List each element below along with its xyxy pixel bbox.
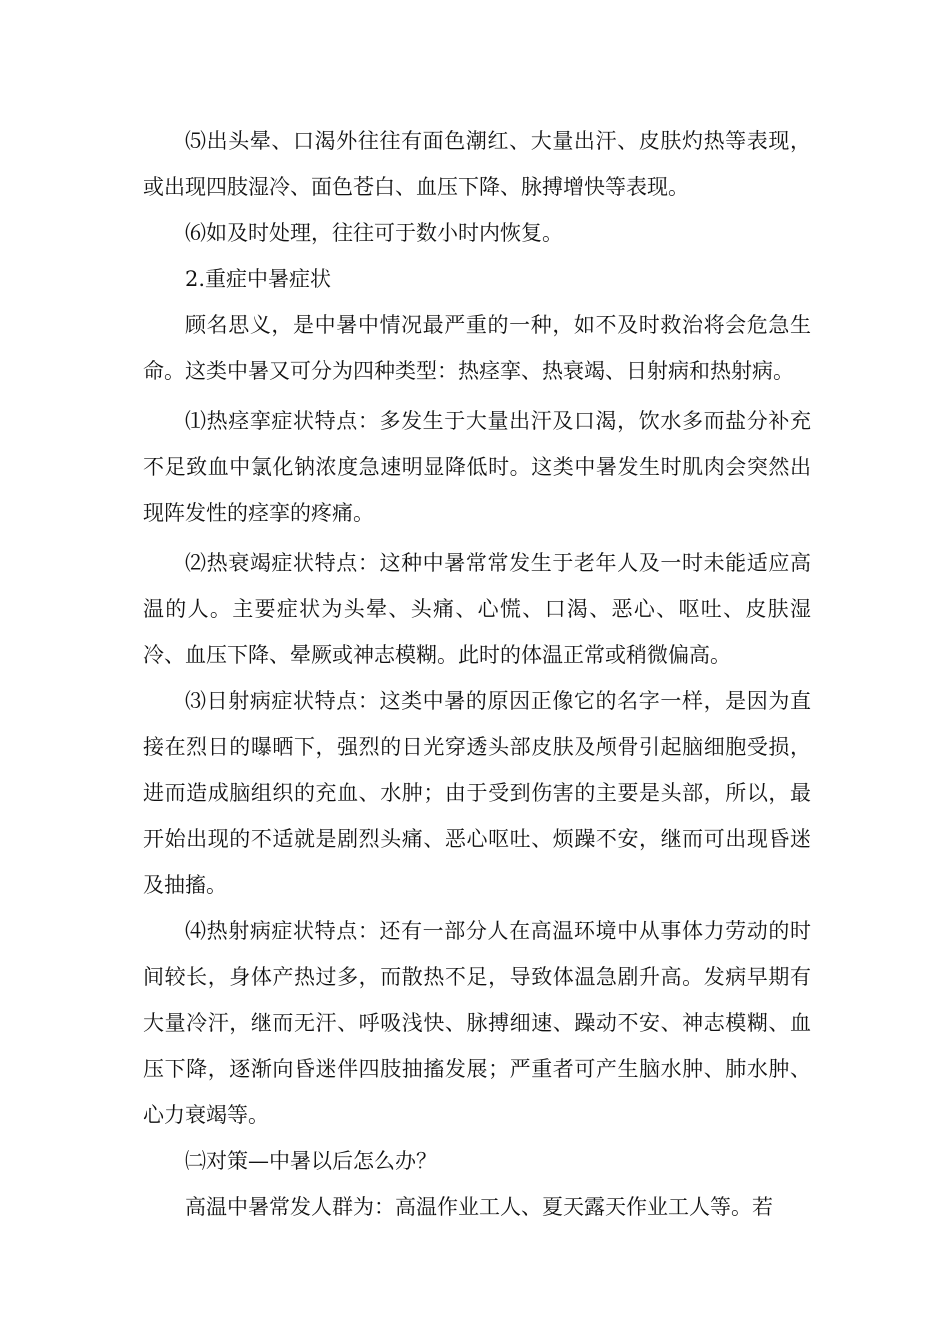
section-heading-severe-heatstroke: 2.重症中暑症状	[185, 267, 332, 291]
paragraph-sunstroke: ⑶日射病症状特点：这类中暑的原因正像它的名字一样，是因为直接在烈日的曝晒下，强烈的日光穿透头部皮肤及颅骨引起脑细胞受损，进而造成脑组织的充血、水肿；由于受到伤害的主要是头部，所以，最开始出现的不适就是剧烈头痛、恶心呕吐、烦躁不安，继而可出现昏迷及抽搐。	[143, 689, 811, 897]
paragraph-heat-exhaustion: ⑵热衰竭症状特点：这种中暑常常发生于老年人及一时未能适应高温的人。主要症状为头晕、头痛、心慌、口渴、恶心、呕吐、皮肤湿冷、血压下降、晕厥或神志模糊。此时的体温正常或稍微偏高。	[143, 551, 811, 667]
paragraph-symptom-5: ⑸出头晕、口渴外往往有面色潮红、大量出汗、皮肤灼热等表现，或出现四肢湿冷、面色苍白、血压下降、脉搏增快等表现。	[143, 129, 811, 199]
paragraph-heat-cramps: ⑴热痉挛症状特点：多发生于大量出汗及口渴，饮水多而盐分补充不足致血中氯化钠浓度急速明显降低时。这类中暑发生时肌肉会突然出现阵发性的痉挛的疼痛。	[143, 409, 811, 525]
section-heading-countermeasures: ㈡对策—中暑以后怎么办？	[185, 1149, 437, 1173]
paragraph-severe-intro: 顾名思义，是中暑中情况最严重的一种，如不及时救治将会危急生命。这类中暑又可分为四种类型：热痉挛、热衰竭、日射病和热射病。	[143, 313, 811, 383]
paragraph-heat-stroke: ⑷热射病症状特点：还有一部分人在高温环境中从事体力劳动的时间较长，身体产热过多，而散热不足，导致体温急剧升高。发病早期有大量冷汗，继而无汗、呼吸浅快、脉搏细速、躁动不安、神志模糊、血压下降，逐渐向昏迷伴四肢抽搐发展；严重者可产生脑水肿、肺水肿、心力衰竭等。	[143, 919, 811, 1127]
paragraph-symptom-6: ⑹如及时处理，往往可于数小时内恢复。	[185, 221, 563, 245]
document-body	[143, 118, 811, 1230]
paragraph-high-risk-groups: 高温中暑常发人群为：高温作业工人、夏天露天作业工人等。若	[185, 1195, 773, 1219]
